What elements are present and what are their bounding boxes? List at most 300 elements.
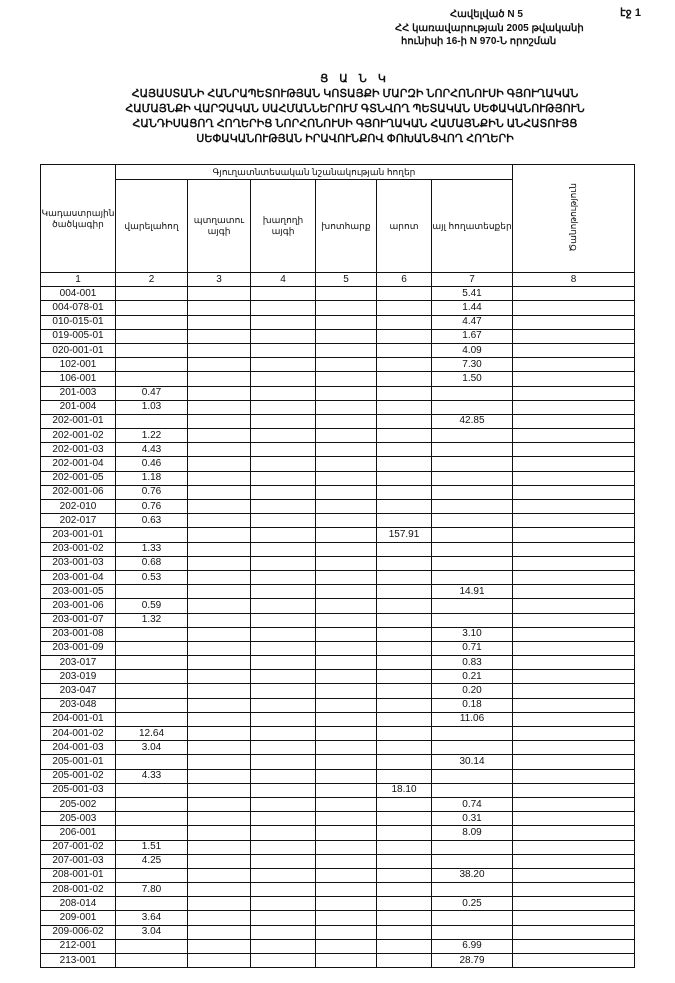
hayfield-cell [316,287,377,301]
table-row [41,443,635,457]
orchard-cell [188,358,251,372]
other-land-cell: 3.10 [432,627,513,641]
hayfield-cell [316,939,377,953]
orchard-cell [188,613,251,627]
arable-cell: 3.04 [116,741,188,755]
vineyard-cell [251,429,316,443]
arable-cell [116,372,188,386]
arable-cell: 0.63 [116,514,188,528]
orchard-cell [188,400,251,414]
orchard-cell [188,812,251,826]
annex-line: Հավելված N 5 [450,9,523,20]
hayfield-cell [316,599,377,613]
cadastral-code-cell: 203-047 [41,684,116,698]
other-land-cell: 0.31 [432,812,513,826]
table-row [41,315,635,329]
note-cell [513,727,635,741]
note-cell [513,954,635,968]
hayfield-cell [316,769,377,783]
other-land-cell [432,542,513,556]
header-note [513,165,635,273]
table-row [41,287,635,301]
arable-cell [116,868,188,882]
annex-line: ՀՀ կառավարության 2005 թվականի [395,22,584,34]
cadastral-code-cell: 202-010 [41,500,116,514]
header-pasture: արոտ [377,180,432,273]
cadastral-code-cell: 205-003 [41,812,116,826]
hayfield-cell [316,386,377,400]
table-row [41,797,635,811]
table-row [41,570,635,584]
table-row [41,556,635,570]
arable-cell [116,897,188,911]
table-row [41,840,635,854]
vineyard-cell [251,627,316,641]
arable-cell: 0.76 [116,500,188,514]
vineyard-cell [251,812,316,826]
orchard-cell [188,797,251,811]
arable-cell: 0.47 [116,386,188,400]
other-land-cell: 4.09 [432,343,513,357]
other-land-cell: 42.85 [432,414,513,428]
other-land-cell: 1.44 [432,301,513,315]
cadastral-code-cell: 019-005-01 [41,329,116,343]
hayfield-cell [316,613,377,627]
vineyard-cell [251,868,316,882]
hayfield-cell [316,514,377,528]
pasture-cell [377,954,432,968]
vineyard-cell [251,301,316,315]
orchard-cell [188,329,251,343]
cadastral-code-cell: 207-001-03 [41,854,116,868]
table-row [41,528,635,542]
table-row [41,854,635,868]
other-land-cell: 8.09 [432,826,513,840]
header-arable: վարելահող [116,180,188,273]
orchard-cell [188,925,251,939]
note-cell [513,585,635,599]
cadastral-code-cell: 206-001 [41,826,116,840]
other-land-cell: 1.50 [432,372,513,386]
column-number: 5 [316,273,377,287]
vineyard-cell [251,897,316,911]
vineyard-cell [251,400,316,414]
table-row [41,400,635,414]
other-land-cell [432,741,513,755]
arable-cell: 0.46 [116,457,188,471]
hayfield-cell [316,783,377,797]
note-cell [513,386,635,400]
hayfield-cell [316,641,377,655]
cadastral-code-cell: 205-001-01 [41,755,116,769]
vineyard-cell [251,485,316,499]
orchard-cell [188,599,251,613]
table-row [41,542,635,556]
table-row [41,514,635,528]
note-cell [513,500,635,514]
hayfield-cell [316,797,377,811]
arable-cell: 1.32 [116,613,188,627]
hayfield-cell [316,301,377,315]
note-cell [513,684,635,698]
note-cell [513,897,635,911]
other-land-cell: 38.20 [432,868,513,882]
cadastral-code-cell: 209-001 [41,911,116,925]
pasture-cell [377,698,432,712]
pasture-cell [377,585,432,599]
note-cell [513,854,635,868]
cadastral-code-cell: 020-001-01 [41,343,116,357]
other-land-cell: 14.91 [432,585,513,599]
vineyard-cell [251,826,316,840]
hayfield-cell [316,315,377,329]
pasture-cell [377,400,432,414]
orchard-cell [188,542,251,556]
hayfield-cell [316,329,377,343]
cadastral-code-cell: 010-015-01 [41,315,116,329]
cadastral-code-cell: 212-001 [41,939,116,953]
orchard-cell [188,911,251,925]
title-word: Ց Ա Ն Կ [320,73,390,85]
other-land-cell [432,485,513,499]
hayfield-cell [316,755,377,769]
hayfield-cell [316,414,377,428]
table-row [41,741,635,755]
note-cell [513,627,635,641]
pasture-cell [377,287,432,301]
hayfield-cell [316,698,377,712]
table-row [41,812,635,826]
cadastral-code-cell: 004-001 [41,287,116,301]
pasture-cell [377,627,432,641]
orchard-cell [188,386,251,400]
note-cell [513,485,635,499]
orchard-cell [188,514,251,528]
orchard-cell [188,897,251,911]
arable-cell: 12.64 [116,727,188,741]
cadastral-code-cell: 213-001 [41,954,116,968]
table-row [41,727,635,741]
note-cell [513,840,635,854]
other-land-cell [432,386,513,400]
arable-cell [116,826,188,840]
note-cell [513,301,635,315]
other-land-cell: 0.74 [432,797,513,811]
orchard-cell [188,868,251,882]
orchard-cell [188,372,251,386]
other-land-cell: 0.25 [432,897,513,911]
arable-cell [116,301,188,315]
vineyard-cell [251,599,316,613]
pasture-cell [377,471,432,485]
orchard-cell [188,556,251,570]
other-land-cell [432,727,513,741]
table-row [41,485,635,499]
orchard-cell [188,485,251,499]
cadastral-code-cell: 202-001-05 [41,471,116,485]
vineyard-cell [251,500,316,514]
column-number: 7 [432,273,513,287]
vineyard-cell [251,925,316,939]
other-land-cell [432,457,513,471]
cadastral-code-cell: 204-001-01 [41,712,116,726]
hayfield-cell [316,684,377,698]
pasture-cell [377,812,432,826]
column-number: 1 [41,273,116,287]
pasture-cell [377,670,432,684]
orchard-cell [188,414,251,428]
note-cell [513,698,635,712]
column-number-row [41,273,635,287]
vineyard-cell [251,358,316,372]
orchard-cell [188,954,251,968]
cadastral-code-cell: 205-002 [41,797,116,811]
note-cell [513,613,635,627]
table-row [41,471,635,485]
cadastral-code-cell: 201-003 [41,386,116,400]
pasture-cell [377,556,432,570]
pasture-cell [377,755,432,769]
cadastral-code-cell: 209-006-02 [41,925,116,939]
arable-cell [116,329,188,343]
table-row [41,500,635,514]
cadastral-code-cell: 203-019 [41,670,116,684]
arable-cell: 4.33 [116,769,188,783]
cadastral-code-cell: 202-001-01 [41,414,116,428]
table-row [41,627,635,641]
annex-line: հունիսի 16-ի N 970-Ն որոշման [401,36,557,47]
orchard-cell [188,698,251,712]
table-row [41,783,635,797]
note-cell [513,315,635,329]
hayfield-cell [316,485,377,499]
pasture-cell [377,712,432,726]
vineyard-cell [251,684,316,698]
note-cell [513,556,635,570]
note-cell [513,883,635,897]
pasture-cell [377,854,432,868]
arable-cell [116,585,188,599]
note-cell [513,925,635,939]
pasture-cell [377,797,432,811]
vineyard-cell [251,343,316,357]
note-cell [513,741,635,755]
arable-cell [116,812,188,826]
note-cell [513,712,635,726]
hayfield-cell [316,570,377,584]
cadastral-code-cell: 202-001-02 [41,429,116,443]
hayfield-cell [316,840,377,854]
note-cell [513,358,635,372]
hayfield-cell [316,457,377,471]
pasture-cell [377,429,432,443]
pasture-cell [377,727,432,741]
vineyard-cell [251,613,316,627]
orchard-cell [188,457,251,471]
other-land-cell [432,556,513,570]
table-row [41,457,635,471]
arable-cell [116,315,188,329]
cadastral-code-cell: 203-017 [41,656,116,670]
hayfield-cell [316,656,377,670]
orchard-cell [188,741,251,755]
note-cell [513,797,635,811]
cadastral-code-cell: 203-001-07 [41,613,116,627]
header-orchard: պտղատու այգի [188,180,251,273]
note-cell [513,812,635,826]
cadastral-code-cell: 203-001-08 [41,627,116,641]
vineyard-cell [251,840,316,854]
header-other-land: այլ հողատեսքեր [432,180,513,273]
hayfield-cell [316,528,377,542]
cadastral-code-cell: 202-001-04 [41,457,116,471]
arable-cell [116,939,188,953]
note-cell [513,769,635,783]
table-row [41,684,635,698]
vineyard-cell [251,386,316,400]
other-land-cell [432,599,513,613]
annex-header [395,8,625,49]
vineyard-cell [251,911,316,925]
vineyard-cell [251,443,316,457]
hayfield-cell [316,925,377,939]
orchard-cell [188,712,251,726]
table-row [41,641,635,655]
arable-cell [116,670,188,684]
vineyard-cell [251,854,316,868]
arable-cell: 3.04 [116,925,188,939]
page-number: էջ 1 [620,7,641,19]
cadastral-code-cell: 203-001-01 [41,528,116,542]
orchard-cell [188,826,251,840]
other-land-cell [432,769,513,783]
cadastral-code-cell: 203-001-02 [41,542,116,556]
note-cell [513,400,635,414]
cadastral-code-cell: 205-001-03 [41,783,116,797]
other-land-cell: 11.06 [432,712,513,726]
other-land-cell [432,925,513,939]
cadastral-code-cell: 208-001-02 [41,883,116,897]
table-row [41,868,635,882]
orchard-cell [188,769,251,783]
title-line: ՀԱՄԱՅՆՔԻ ՎԱՐՉԱԿԱՆ ՍԱՀՄԱՆՆԵՐՈՒՄ ԳՏՆՎՈՂ ՊԵՏԱԿԱՆ ՍԵՓԱԿԱՆՈՒԹՅՈՒՆ [125,103,585,115]
table-row [41,939,635,953]
table-row [41,911,635,925]
other-land-cell [432,911,513,925]
other-land-cell: 5.41 [432,287,513,301]
hayfield-cell [316,911,377,925]
table-row [41,613,635,627]
pasture-cell [377,358,432,372]
hayfield-cell [316,741,377,755]
title-line: ՀԱՆԴԻՍԱՑՈՂ ՀՈՂԵՐԻՑ ՆՈՐՀՈՆՈՒՍԻ ԳՅՈՒՂԱԿԱՆ ՀԱՄԱՅՆՔԻՆ ԱՆՀԱՏՈՒՅՑ [132,118,578,130]
arable-cell: 1.33 [116,542,188,556]
pasture-cell [377,485,432,499]
note-cell [513,670,635,684]
arable-cell [116,656,188,670]
table-row [41,301,635,315]
orchard-cell [188,443,251,457]
other-land-cell: 0.71 [432,641,513,655]
table-row [41,698,635,712]
note-cell [513,939,635,953]
table-row [41,670,635,684]
land-table [40,164,635,968]
other-land-cell [432,840,513,854]
hayfield-cell [316,826,377,840]
pasture-cell [377,301,432,315]
hayfield-cell [316,883,377,897]
note-cell [513,457,635,471]
note-cell [513,528,635,542]
pasture-cell [377,868,432,882]
other-land-cell: 0.21 [432,670,513,684]
vineyard-cell [251,329,316,343]
cadastral-code-cell: 004-078-01 [41,301,116,315]
other-land-cell: 0.20 [432,684,513,698]
vineyard-cell [251,372,316,386]
column-number: 4 [251,273,316,287]
note-cell [513,429,635,443]
arable-cell: 0.76 [116,485,188,499]
arable-cell [116,627,188,641]
hayfield-cell [316,897,377,911]
column-number: 2 [116,273,188,287]
orchard-cell [188,301,251,315]
hayfield-cell [316,727,377,741]
pasture-cell: 18.10 [377,783,432,797]
column-number: 6 [377,273,432,287]
header-cadastral-code: Կադաստրային ծածկագիր [41,165,116,273]
orchard-cell [188,315,251,329]
vineyard-cell [251,954,316,968]
table-row [41,358,635,372]
hayfield-cell [316,712,377,726]
cadastral-code-cell: 202-001-06 [41,485,116,499]
pasture-cell [377,514,432,528]
cadastral-code-cell: 208-001-01 [41,868,116,882]
header-agricultural-land: Գյուղատնտեսական նշանակության հողեր [116,165,513,180]
vineyard-cell [251,641,316,655]
table-row [41,429,635,443]
pasture-cell [377,769,432,783]
hayfield-cell [316,500,377,514]
note-cell [513,641,635,655]
other-land-cell: 6.99 [432,939,513,953]
other-land-cell: 30.14 [432,755,513,769]
pasture-cell [377,840,432,854]
hayfield-cell [316,343,377,357]
vineyard-cell [251,670,316,684]
note-cell [513,372,635,386]
pasture-cell [377,641,432,655]
other-land-cell [432,613,513,627]
pasture-cell [377,741,432,755]
other-land-cell [432,514,513,528]
pasture-cell [377,599,432,613]
arable-cell [116,698,188,712]
table-row [41,414,635,428]
note-cell [513,414,635,428]
pasture-cell [377,457,432,471]
orchard-cell [188,727,251,741]
pasture-cell [377,897,432,911]
cadastral-code-cell: 202-017 [41,514,116,528]
note-cell [513,911,635,925]
arable-cell: 4.43 [116,443,188,457]
header-hayfield: խոտհարք [316,180,377,273]
cadastral-code-cell: 203-001-03 [41,556,116,570]
